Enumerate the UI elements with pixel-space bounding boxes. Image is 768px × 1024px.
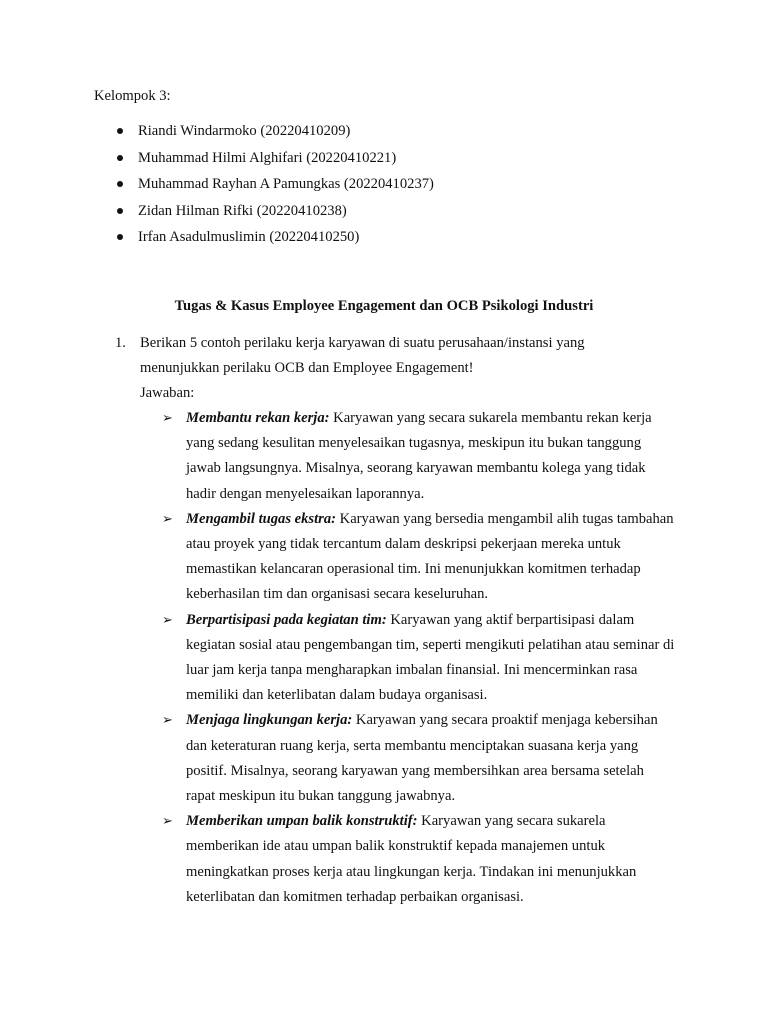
bullet-dot-icon: [117, 181, 123, 187]
arrowhead-bullet-icon: ➢: [162, 713, 173, 729]
bullet-dot-icon: [117, 208, 123, 214]
answer-point-list: [160, 406, 675, 910]
arrowhead-bullet-icon: ➢: [162, 511, 173, 527]
member-name: Riandi Windarmoko (20220410209): [138, 123, 351, 139]
member-name: Muhammad Hilmi Alghifari (20220410221): [138, 149, 397, 166]
question-text: Berikan 5 contoh perilaku kerja karyawan di suatu perusahaan/instansi yang menunjukkan perilaku OCB dan Employee Engagement!: [140, 335, 585, 376]
document-title: Tugas & Kasus Employee Engagement dan OCB Psikologi Industri: [174, 298, 594, 314]
member-item: [113, 201, 434, 228]
answer-point: [160, 406, 675, 507]
bullet-dot-icon: [117, 128, 123, 134]
member-name: Irfan Asadulmuslimin (20220410250): [138, 229, 360, 245]
answer-point: [160, 708, 675, 809]
point-term: Membantu rekan kerja:: [186, 410, 330, 426]
member-name: Muhammad Rayhan A Pamungkas (20220410237): [138, 176, 434, 192]
arrowhead-bullet-icon: ➢: [162, 411, 173, 426]
member-item: [113, 121, 434, 148]
question-number: 1.: [115, 335, 126, 351]
member-item: [113, 148, 434, 175]
arrowhead-bullet-icon: ➢: [162, 814, 173, 830]
bullet-dot-icon: [117, 155, 123, 161]
member-list: [113, 121, 434, 254]
member-name: Zidan Hilman Rifki (20220410238): [138, 202, 347, 219]
point-text: Karyawan yang aktif berpartisipasi dalam kegiatan sosial atau pengembangan tim, seperti mengikuti pelatihan atau seminar di luar jam kerja tanpa mengharapkan imbalan finansial. Ini mencerminkan rasa memiliki dan keterlibatan dalam budaya organisasi.: [186, 611, 675, 704]
group-label: Kelompok 3:: [94, 88, 171, 104]
point-term: Mengambil tugas ekstra:: [186, 510, 337, 527]
answer-point: [160, 809, 675, 910]
point-term: Berpartisipasi pada kegiatan tim:: [186, 611, 387, 628]
member-item: [113, 227, 434, 254]
point-text: Karyawan yang secara sukarela memberikan ide atau umpan balik konstruktif kepada manajemen untuk meningkatkan proses kerja atau lingkungan kerja. Tindakan ini menunjukkan keterlibatan dan komitmen terhadap perbaikan organisasi.: [186, 813, 637, 905]
member-item: [113, 174, 434, 201]
point-term: Menjaga lingkungan kerja:: [186, 712, 353, 729]
answer-point: [160, 608, 675, 709]
point-text: Karyawan yang bersedia mengambil alih tugas tambahan atau proyek yang tidak tercantum dalam deskripsi pekerjaan mereka untuk memastikan kelancaran operasional tim. Ini menunjukkan komitmen terhadap keberhasilan tim dan organisasi secara keseluruhan.: [186, 510, 674, 603]
arrowhead-bullet-icon: ➢: [162, 612, 173, 628]
point-text: Karyawan yang secara proaktif menjaga kebersihan dan keteraturan ruang kerja, serta membantu menciptakan suasana kerja yang positif. Misalnya, seorang karyawan yang membersihkan area bersama setelah rapat meskipun itu bukan tanggung jawabnya.: [186, 712, 658, 805]
point-term: Memberikan umpan balik konstruktif:: [186, 813, 418, 830]
answer-label: Jawaban:: [140, 385, 195, 401]
bullet-dot-icon: [117, 234, 123, 240]
answer-point: [160, 507, 675, 608]
point-text: Karyawan yang secara sukarela membantu rekan kerja yang sedang kesulitan menyelesaikan tugasnya, meskipun itu bukan tanggung jawab langsungnya. Misalnya, seorang karyawan membantu kolega yang tidak hadir dengan menyelesaikan laporannya.: [186, 410, 652, 502]
